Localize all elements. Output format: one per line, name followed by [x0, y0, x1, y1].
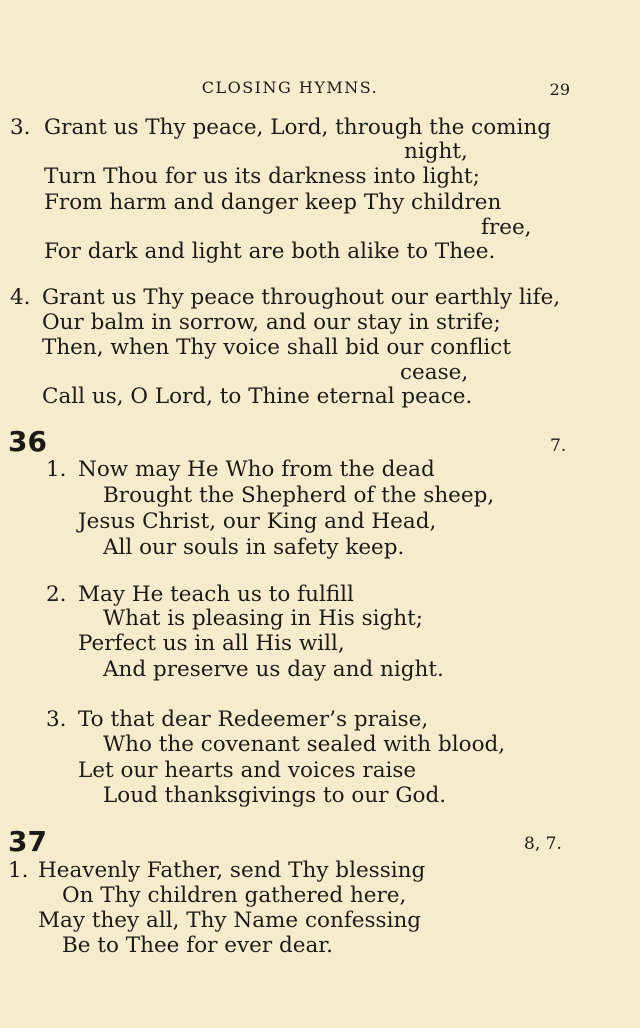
verse-number: 4. — [10, 285, 31, 310]
verse-line: What is pleasing in His sight; — [103, 606, 423, 631]
hymn-number: 37 — [8, 825, 47, 858]
verse-number: 1. — [8, 858, 29, 883]
verse-line: Who the covenant sealed with blood, — [103, 732, 506, 757]
verse-line: Let our hearts and voices raise — [78, 758, 417, 783]
verse-line: And preserve us day and night. — [103, 657, 444, 682]
verse-line: Jesus Christ, our King and Head, — [78, 509, 437, 534]
verse-line: Grant us Thy peace throughout our earthly life, — [42, 285, 561, 310]
verse-line: To that dear Redeemer’s praise, — [78, 707, 429, 732]
verse-line: From harm and danger keep Thy children — [44, 190, 502, 215]
verse-line: All our souls in safety keep. — [103, 535, 405, 560]
verse-line: May they all, Thy Name confessing — [38, 908, 422, 933]
verse-line: May He teach us to fulfill — [78, 582, 354, 607]
verse-line: Be to Thee for ever dear. — [62, 933, 334, 958]
verse-number: 3. — [46, 707, 67, 732]
verse-number: 2. — [46, 582, 67, 607]
verse-line: night, — [404, 139, 468, 164]
verse-line: Our balm in sorrow, and our stay in strife; — [42, 310, 501, 335]
running-header: CLOSING HYMNS. — [201, 78, 379, 97]
verse-line: Then, when Thy voice shall bid our conflict — [42, 335, 511, 360]
verse-line: Brought the Shepherd of the sheep, — [103, 483, 495, 508]
hymn-meter: 7. — [550, 436, 567, 456]
verse-line: Grant us Thy peace, Lord, through the coming — [44, 115, 552, 140]
verse-line: For dark and light are both alike to Thee. — [44, 239, 496, 264]
verse-line: Now may He Who from the dead — [78, 457, 435, 482]
verse-line: On Thy children gathered here, — [62, 883, 407, 908]
verse-number: 3. — [10, 115, 31, 140]
verse-number: 1. — [46, 457, 67, 482]
verse-line: Turn Thou for us its darkness into light; — [44, 164, 480, 189]
hymn-number: 36 — [8, 425, 47, 458]
verse-line: cease, — [400, 360, 469, 385]
page-number: 29 — [549, 80, 570, 99]
verse-line: free, — [481, 215, 532, 240]
verse-line: Perfect us in all His will, — [78, 631, 345, 656]
hymn-meter: 8, 7. — [524, 834, 562, 854]
verse-line: Heavenly Father, send Thy blessing — [38, 858, 426, 883]
verse-line: Call us, O Lord, to Thine eternal peace. — [42, 384, 473, 409]
verse-line: Loud thanksgivings to our God. — [103, 783, 447, 808]
